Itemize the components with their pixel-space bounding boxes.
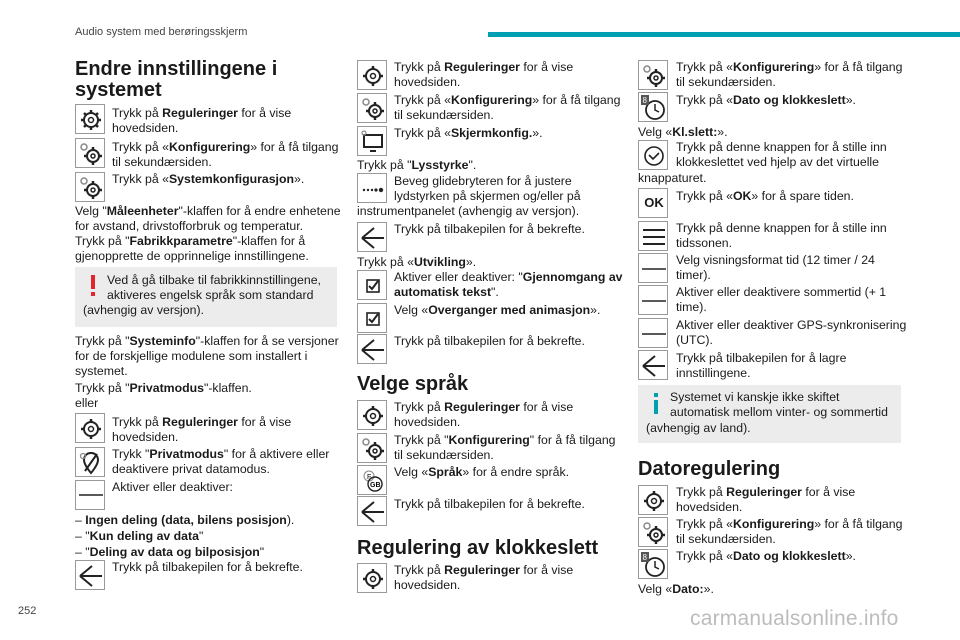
list-item: – Ingen deling (data, bilens posisjon). [75, 513, 295, 527]
step-text: Aktiver eller deaktiver: "Gjennomgang av [394, 270, 623, 284]
gear-double-icon [75, 138, 105, 168]
toggle-line-icon [75, 480, 105, 510]
step-text: Trykk på tilbakepilen for å bekrefte. [394, 222, 585, 236]
step-text-cont: hovedsiden. [112, 430, 179, 444]
warning-icon [88, 275, 98, 297]
checkbox-icon [357, 270, 387, 300]
step-text-cont: hovedsiden. [394, 578, 461, 592]
step-text: Trykk på denne knappen for å stille inn [676, 140, 887, 154]
note-text: aktiveres engelsk språk som standard [107, 288, 314, 302]
list-item: – "Deling av data og bilposisjon" [75, 545, 265, 559]
ok-icon-label: OK [644, 195, 664, 210]
back-arrow-icon [357, 222, 387, 252]
heading-clock-setting: Regulering av klokkeslett [357, 537, 599, 559]
step-text: Trykk på «Dato og klokkeslett». [676, 549, 856, 563]
step-text: Velg «Språk» for å endre språk. [394, 465, 570, 479]
back-arrow-icon [638, 350, 668, 380]
step-text: Trykk "Privatmodus" for å aktivere eller [112, 447, 330, 461]
step-text-cont: hovedsiden. [394, 415, 461, 429]
step-text: Beveg glidebryteren for å justere [394, 174, 572, 188]
heading-system-settings-2: systemet [75, 79, 162, 101]
paragraph: Trykk på "Lysstyrke". [357, 158, 477, 172]
gear-double-icon [357, 93, 387, 123]
section-title: Audio system med berøringsskjerm [75, 26, 248, 38]
step-text: Trykk på tilbakepilen for å bekrefte. [394, 334, 585, 348]
back-arrow-icon [357, 334, 387, 364]
step-text-cont: time). [676, 300, 707, 314]
step-text-cont: hovedsiden. [112, 121, 179, 135]
paragraph: instrumentpanelet (avhengig av versjon). [357, 204, 580, 218]
step-text-cont: lydstyrken på skjermen og/eller på [394, 189, 581, 203]
step-text-cont: timer). [676, 268, 711, 282]
gear-icon [75, 413, 105, 443]
gear-icon [75, 104, 105, 134]
privacy-location-icon [75, 447, 105, 477]
step-text: Trykk på «Skjermkonfig.». [394, 126, 543, 140]
step-text: Trykk på tilbakepilen for å bekrefte. [112, 560, 303, 574]
step-text: Trykk på «Konfigurering» for å få tilgang [394, 93, 621, 107]
step-text-cont: til sekundærsiden. [394, 108, 494, 122]
clock-icon [638, 92, 668, 122]
header-accent-bar [488, 32, 960, 37]
screen-icon [357, 126, 387, 156]
heading-system-settings: Endre innstillingene i [75, 58, 278, 80]
ok-icon [638, 188, 668, 218]
step-text-cont: automatisk tekst". [394, 285, 499, 299]
paragraph: Velg "Måleenheter"-klaffen for å endre enhetene [75, 204, 341, 218]
step-text: Velg «Overganger med animasjon». [394, 303, 601, 317]
step-text: Trykk på «Konfigurering» for å få tilgang [112, 140, 339, 154]
checkbox-icon [357, 303, 387, 333]
toggle-line-icon [638, 318, 668, 348]
step-text: Trykk på «Dato og klokkeslett». [676, 93, 856, 107]
paragraph: Velg «Dato:». [638, 582, 714, 596]
step-text-cont: til sekundærsiden. [676, 532, 776, 546]
paragraph: Trykk på "Fabrikkparametre"-klaffen for å [75, 234, 306, 248]
step-text: Trykk på tilbakepilen for å bekrefte. [394, 497, 585, 511]
menu-lines-icon [638, 221, 668, 251]
step-text: Velg visningsformat tid (12 timer / 24 [676, 253, 875, 267]
step-text: Trykk på «Konfigurering» for å få tilgang [676, 517, 903, 531]
step-text-cont: til sekundærsiden. [112, 155, 212, 169]
toggle-line-icon [638, 285, 668, 315]
paragraph-cont: gjenopprette de opprinnelige innstillingene. [75, 249, 309, 263]
step-text-cont: innstillingene. [676, 366, 751, 380]
time-dial-icon [638, 140, 668, 170]
step-text: Trykk på «Konfigurering» for å få tilgang [676, 60, 903, 74]
language-icon [357, 465, 387, 495]
step-text: Trykk på Reguleringer for å vise [112, 415, 292, 429]
list-item: – "Kun deling av data" [75, 529, 204, 543]
step-text: Trykk på "Konfigurering" for å få tilgang [394, 433, 616, 447]
paragraph-cont: for avstand, drivstofforbruk og temperatur. [75, 219, 304, 233]
step-text-cont: hovedsiden. [676, 500, 743, 514]
paragraph: eller [75, 396, 99, 410]
step-text-cont: hovedsiden. [394, 75, 461, 89]
step-text-cont: (UTC). [676, 333, 713, 347]
paragraph: Trykk på «Utvikling». [357, 255, 477, 269]
clock-icon [638, 549, 668, 579]
gear-icon [638, 485, 668, 515]
step-text: Trykk på tilbakepilen for å lagre [676, 351, 847, 365]
gear-icon [357, 400, 387, 430]
note-text: (avhengig av versjon). [83, 303, 204, 317]
toggle-line-icon [638, 253, 668, 283]
step-text: Trykk på Reguleringer for å vise [676, 485, 856, 499]
note-text: Ved å gå tilbake til fabrikkinnstillingene, [107, 273, 321, 287]
paragraph-cont: systemet. [75, 364, 128, 378]
clock-icon-digit: 8 [642, 96, 647, 105]
step-text: Trykk på «OK» for å spare tiden. [676, 189, 854, 203]
step-text-cont: til sekundærsiden. [676, 75, 776, 89]
gear-double-icon [638, 517, 668, 547]
back-arrow-icon [357, 496, 387, 526]
warning-note [75, 267, 337, 327]
language-icon-gb: GB [370, 482, 381, 489]
paragraph: Velg «Kl.slett:». [638, 125, 728, 139]
step-text: Trykk på Reguleringer for å vise [394, 60, 574, 74]
language-icon-f: F [367, 474, 372, 481]
step-text-cont: til sekundærsiden. [394, 448, 494, 462]
gear-icon [357, 563, 387, 593]
paragraph-cont: for de forskjellige modulene som installert i [75, 349, 308, 363]
note-text: Systemet vi kanskje ikke skiftet [670, 390, 840, 404]
step-text: Aktiver eller deaktivere sommertid (+ 1 [676, 285, 887, 299]
step-text: Trykk på Reguleringer for å vise [394, 563, 574, 577]
gear-icon [357, 60, 387, 90]
step-text-cont: tidssonen. [676, 236, 733, 250]
info-icon [651, 393, 661, 415]
step-text: Trykk på Reguleringer for å vise [394, 400, 574, 414]
gear-double-icon [75, 172, 105, 202]
paragraph: knappaturet. [638, 171, 707, 185]
step-text-cont: klokkeslettet ved hjelp av det virtuelle [676, 155, 880, 169]
back-arrow-icon [75, 560, 105, 590]
info-note [638, 385, 901, 443]
paragraph: Trykk på "Privatmodus"-klaffen. [75, 381, 252, 395]
slider-icon [357, 173, 387, 203]
note-text: automatisk mellom vinter- og sommertid [670, 405, 888, 419]
gear-double-icon [357, 433, 387, 463]
note-text: (avhengig av land). [646, 421, 751, 435]
heading-date-setting: Datoregulering [638, 458, 781, 480]
clock-icon-digit: 8 [642, 553, 647, 562]
step-text: Trykk på denne knappen for å stille inn [676, 221, 887, 235]
watermark: carmanualsonline.info [690, 607, 899, 630]
step-text: Aktiver eller deaktiver: [112, 480, 233, 494]
gear-double-icon [638, 60, 668, 90]
step-text: Trykk på «Systemkonfigurasjon». [112, 172, 305, 186]
step-text: Aktiver eller deaktiver GPS-synkronisering [676, 318, 907, 332]
heading-select-language: Velge språk [357, 373, 469, 395]
page-number: 252 [18, 605, 37, 617]
paragraph: Trykk på "Systeminfo"-klaffen for å se versjoner [75, 334, 339, 348]
step-text: Trykk på Reguleringer for å vise [112, 106, 292, 120]
step-text-cont: deaktivere privat datamodus. [112, 462, 270, 476]
